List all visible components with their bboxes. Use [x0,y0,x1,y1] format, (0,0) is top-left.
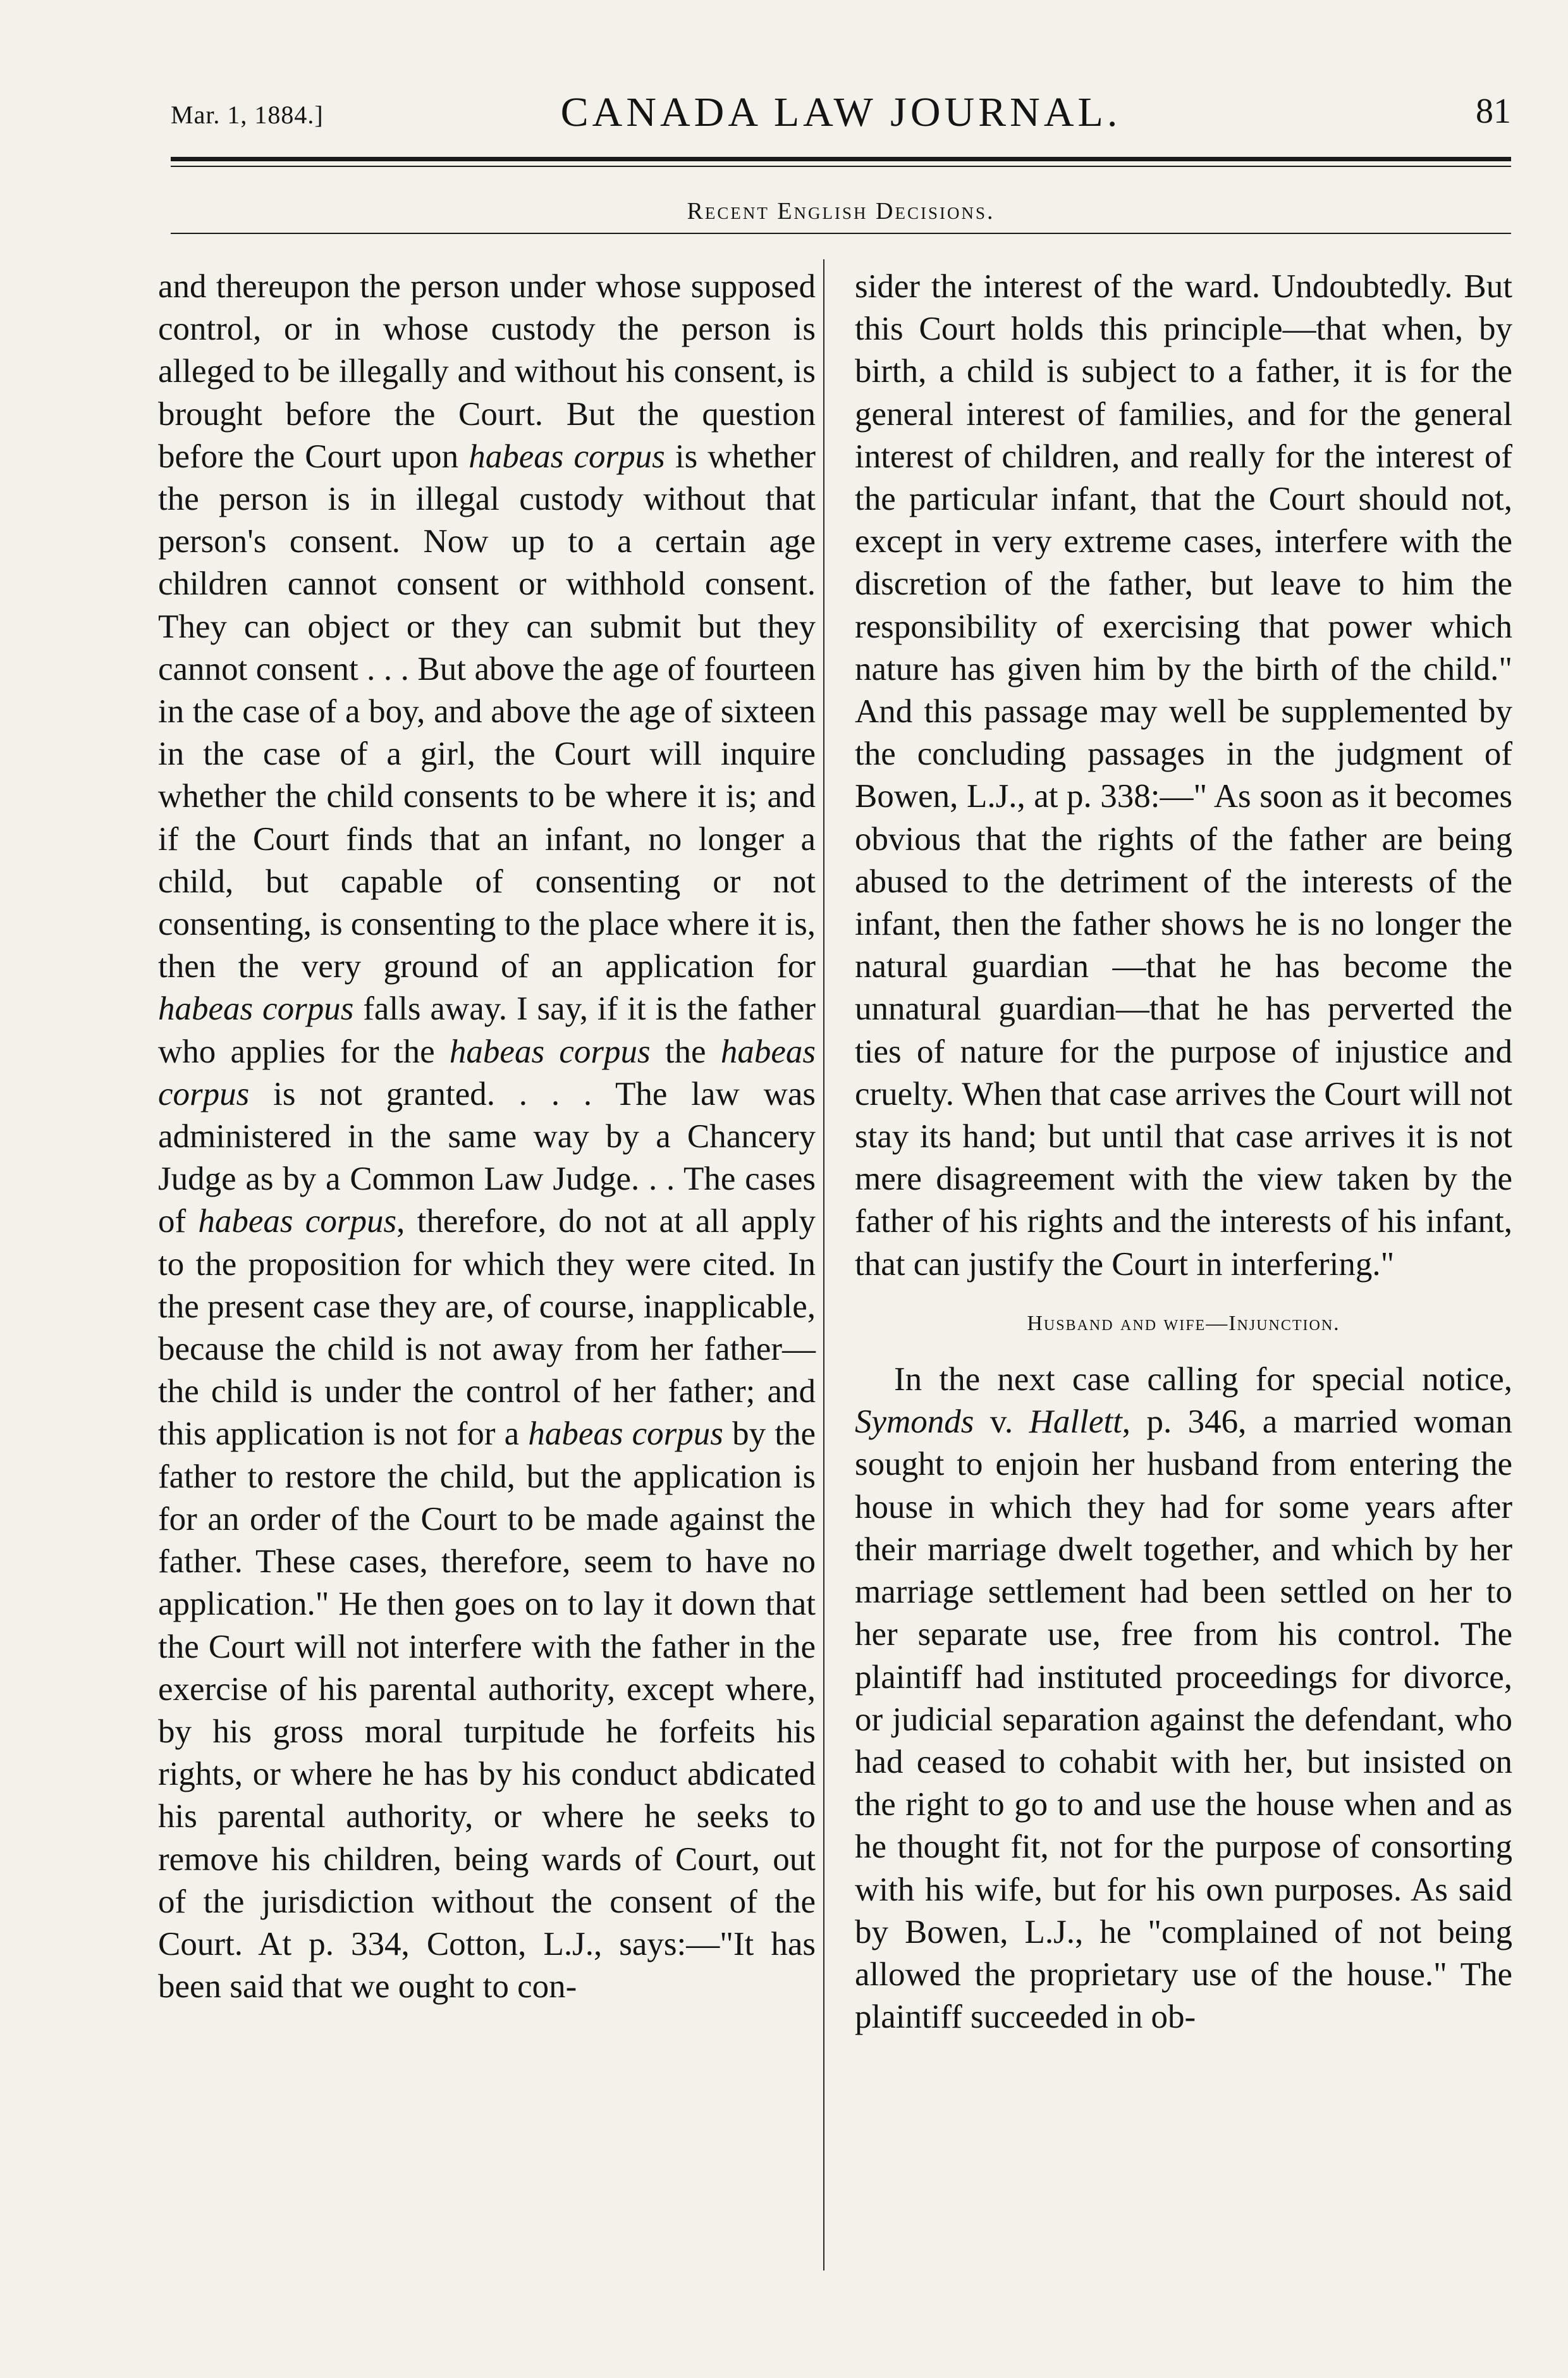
subheading-husband-and-wife: Husband and wife—Injunction. [1027,1311,1340,1335]
italic-term: habeas corpus [158,990,354,1028]
left-paragraph [158,266,816,2008]
case-name: Symonds [855,1403,974,1441]
text-run: , therefore, do not at all apply to the proposition for which they were cited. In the present case they are, of course, inapplicable, because the child is not away from her father—the child is under the control of her father; and this application is not for a [158,1203,816,1453]
right-column [855,266,1512,2038]
text-run: falls away. I say, if it is the father who applies for the [158,990,816,1070]
right-paragraph-1: sider the interest of the ward. Undoubtedly. But this Court holds this principle—that when, by birth, a child is subject to a father, it is for the general interest of families, and for the general interest of children, and really for the interest of the particular infant, that the Court should not, except in very extreme cases, interfere with the discretion of the father, but leave to him the responsibility of exercising that power which nature has given him by the birth of the child." And this passage may well be supplemented by the concluding passages in the judgment of Bowen, L.J., at p. 338:—" As soon as it becomes obvious that the rights of the father are being abused to the detriment of the interests of the infant, then the father shows he is no longer the natural guardian —that he has become the unnatural guardian—that he has perverted the ties of nature for the purpose of injustice and cruelty. When that case arrives the Court will not stay its hand; but until that case arrives it is not mere disagreement with the view taken by the father of his rights and the interests of his infant, that can justify the Court in interfering." [855,268,1512,1283]
italic-term: habeas corpus [158,1033,816,1112]
header-rule-thin [171,166,1511,167]
issue-date: Mar. 1, 1884.] [171,101,324,129]
journal-title: CANADA LAW JOURNAL. [560,89,1122,135]
case-name: Hallett [1029,1403,1122,1441]
text-run: the [650,1033,721,1070]
italic-term: habeas corpus [469,438,665,475]
column-divider [823,259,824,2270]
page-header [171,89,1511,145]
text-run: In the next case calling for special notice, [894,1361,1512,1398]
italic-term: habeas corpus [449,1033,651,1070]
section-rule [171,233,1511,234]
text-run: is not granted. . . . The law was administered in the same way by a Chancery Judge as by a Common Law Judge. . . The cases of [158,1075,816,1240]
right-paragraph-2 [855,1358,1512,2038]
text-run: , p. 346, a married woman sought to enjoin her husband from entering the house in which they had for some years after their marriage dwelt together, and which by her marriage settlement had been settled on her to her separate use, free from his control. The plaintiff had instituted proceedings for divorce, or judicial separation against the defendant, who had ceased to cohabit with her, but insisted on the right to go to and use the house when and as he thought fit, not for the purpose of consorting with his wife, but for his own purposes. As said by Bowen, L.J., he "complained of not being allowed the proprietary use of the house." The plaintiff succeeded in ob- [855,1403,1512,2036]
text-run: is whether the person is in illegal custody without that person's consent. Now up to a certain age children cannot consent or withhold consent. They can object or they can submit but they cannot consent . . . But above the age of fourteen in the case of a boy, and above the age of sixteen in the case of a girl, the Court will inquire whether the child consents to be where it is; and if the Court finds that an infant, no longer a child, but capable of consenting or not consenting, is consenting to the place where it is, then the very ground of an application for [158,438,816,985]
header-rule-thick [171,157,1511,161]
text-run: and thereupon the person under whose supposed control, or in whose custody the person is alleged to be illegally and without his consent, is brought before the Court. But the question before the Court upon [158,268,816,475]
text-run: v. [974,1403,1029,1441]
page-number: 81 [1476,92,1511,131]
text-run: by the father to restore the child, but the application is for an order of the Court to be made against the father. These cases, therefore, seem to have no application." He then goes on to lay it down that the Court will not interfere with the father in the exercise of his parental authority, except where, by his gross moral turpitude he forfeits his rights, or where he has by his conduct abdicated his parental authority, or where he seeks to remove his children, being wards of Court, out of the jurisdiction without the consent of the Court. At p. 334, Cotton, L.J., says:—"It has been said that we ought to con- [158,1415,816,2005]
section-title: Recent English Decisions. [687,198,995,225]
italic-term: habeas corpus [198,1203,397,1240]
left-column [158,266,816,2008]
italic-term: habeas corpus [528,1415,723,1453]
